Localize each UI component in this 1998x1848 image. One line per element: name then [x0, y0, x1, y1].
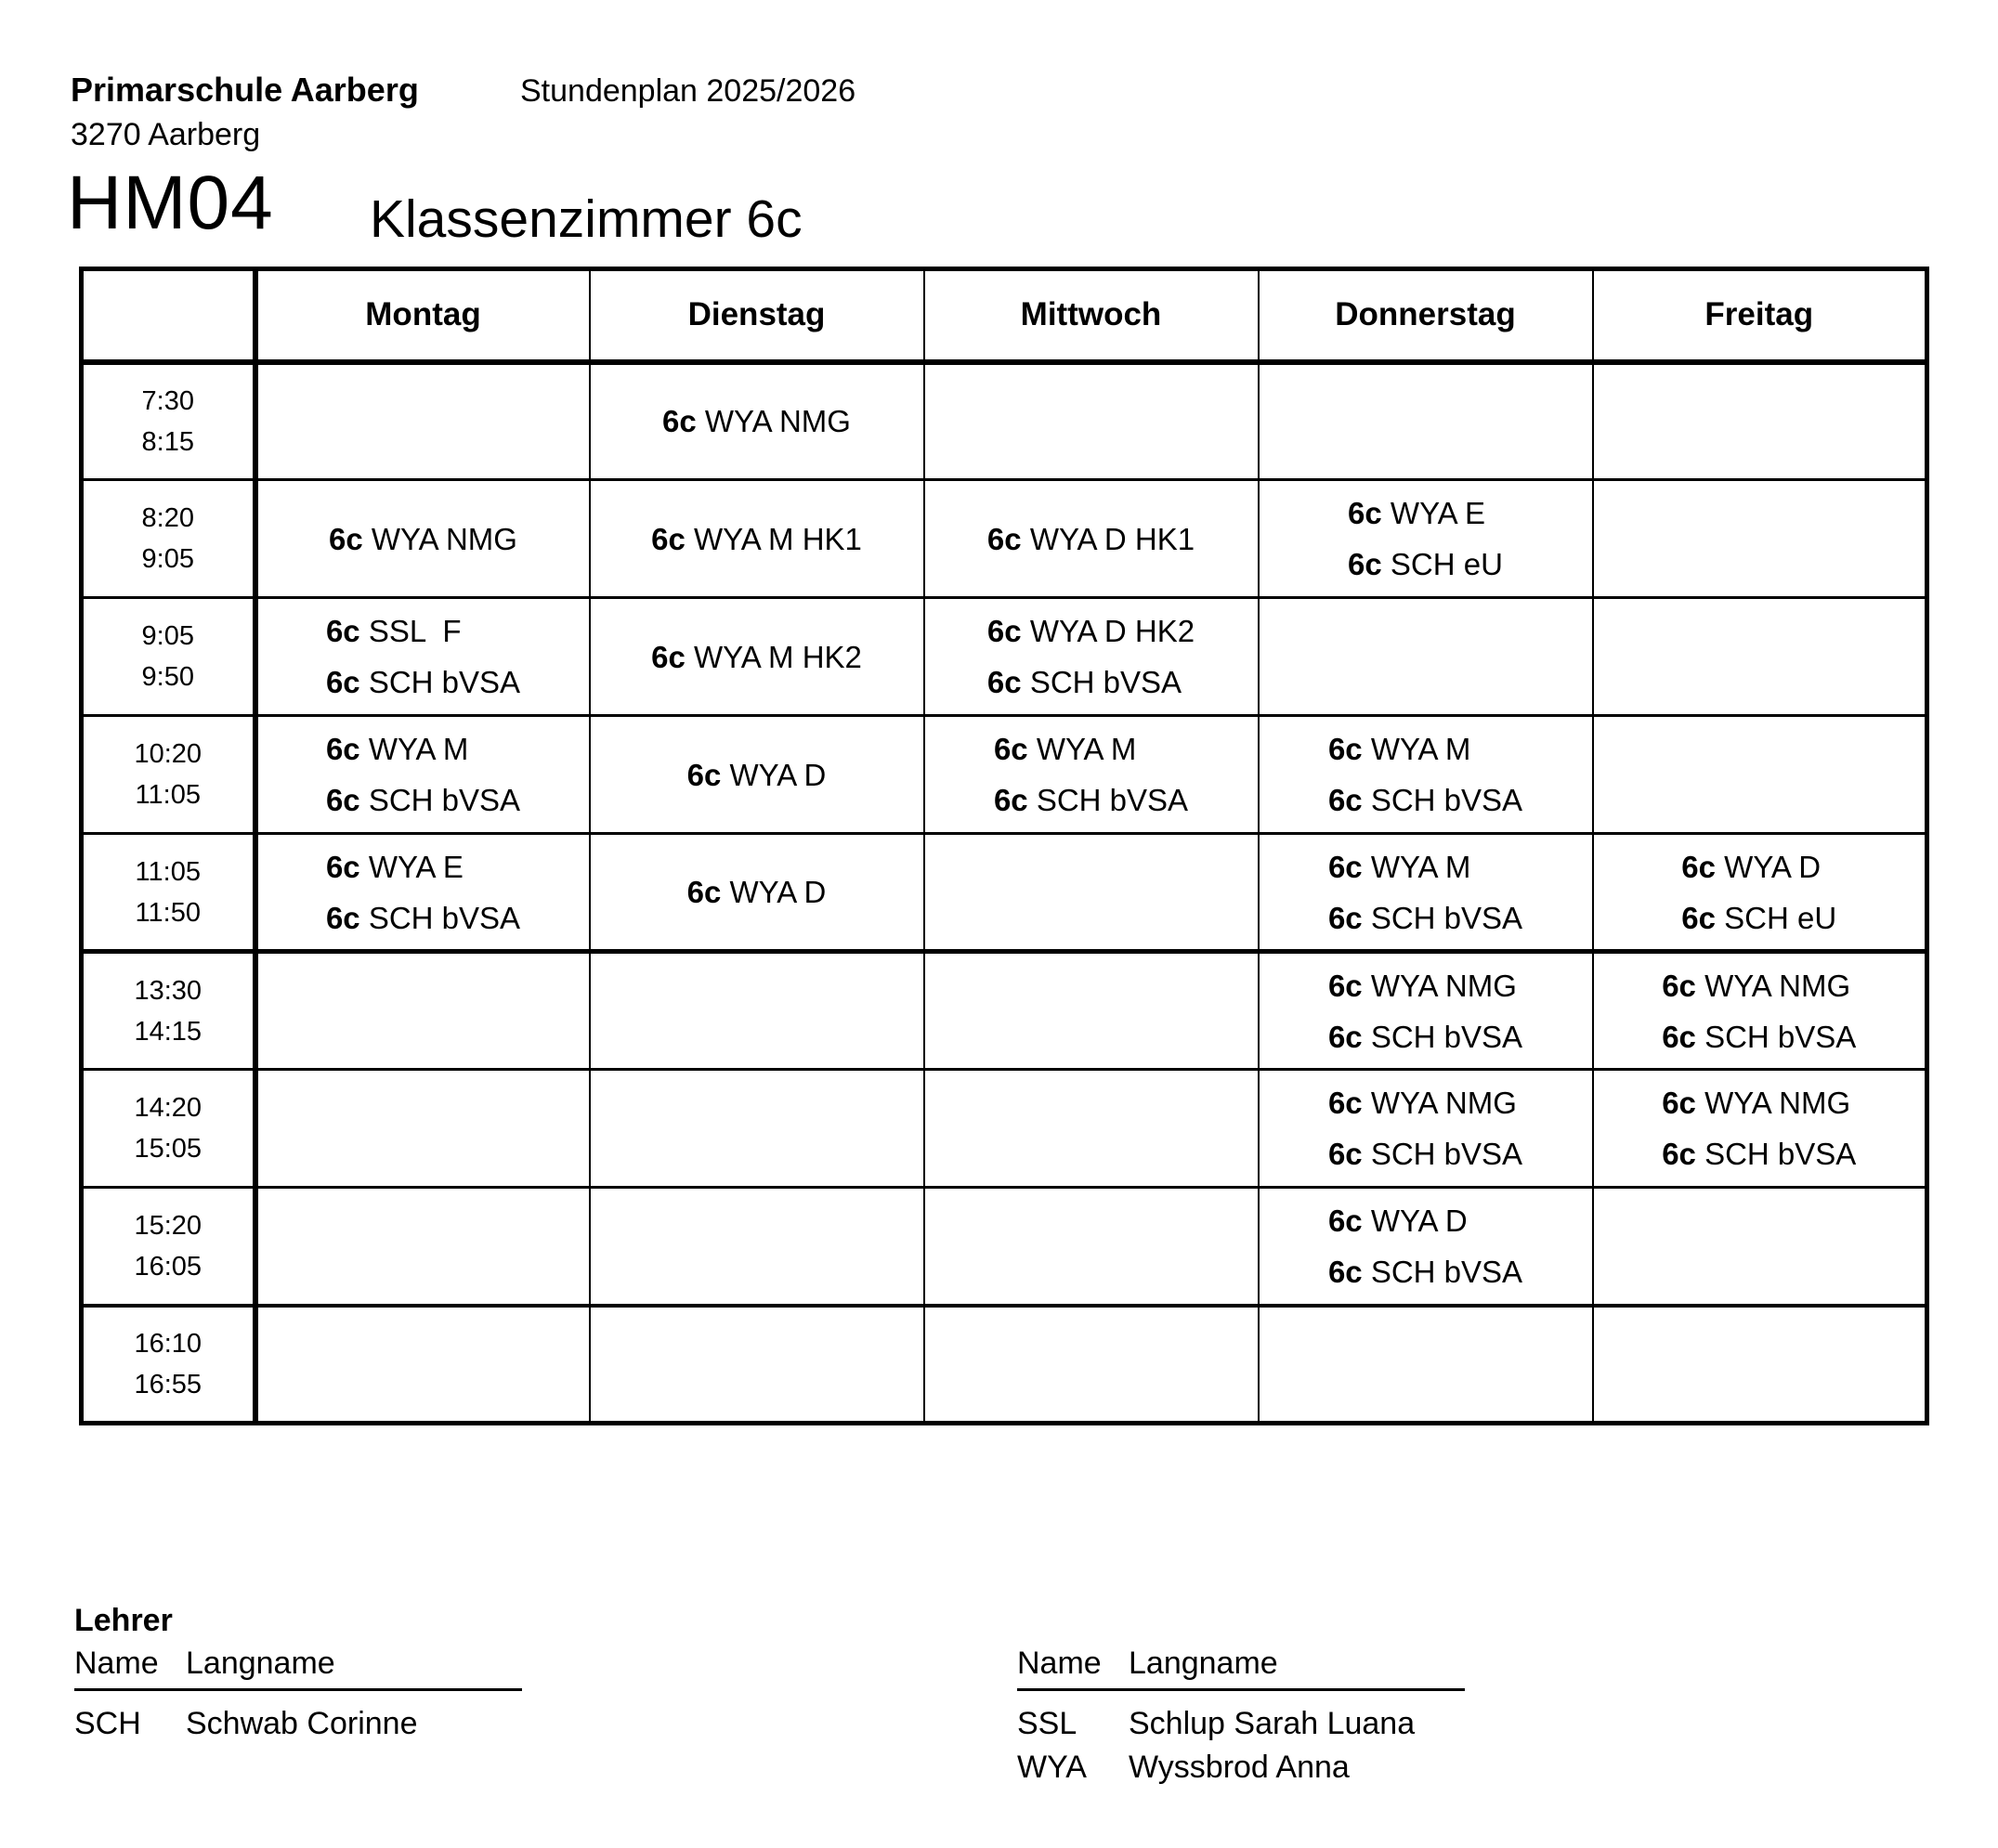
legend-header-full: Langname [1129, 1646, 1278, 1681]
teacher-fullname: Schlup Sarah Luana [1129, 1706, 1416, 1741]
lesson-entry [987, 514, 1195, 565]
lesson-cell-dienstag [590, 1306, 924, 1424]
room-code: HM04 [67, 161, 274, 245]
lesson-entry [1328, 960, 1522, 1011]
lesson-entry [687, 749, 827, 800]
lesson-detail: SCH bVSA [368, 665, 521, 699]
lesson-cell-donnerstag [1259, 362, 1593, 480]
lesson-cell-donnerstag [1259, 598, 1593, 716]
lesson-entry [987, 605, 1195, 657]
lesson-cell-dienstag [590, 716, 924, 834]
legend-title: Lehrer [74, 1603, 173, 1638]
day-header-row [82, 269, 1927, 362]
lesson-entry [326, 723, 520, 774]
time-label: 7:30 [141, 385, 194, 416]
lesson-entry [1681, 841, 1836, 892]
time-label: 9:50 [141, 662, 194, 692]
timetable-row [82, 716, 1927, 834]
legend-column-headers [74, 1646, 522, 1691]
lesson-entry [1328, 1011, 1522, 1062]
teacher-abbr: WYA [1017, 1750, 1087, 1785]
time-label: 11:50 [135, 897, 201, 928]
teacher-abbr: SCH [74, 1706, 141, 1741]
legend-entry [74, 1702, 522, 1746]
legend-left-column [74, 1646, 522, 1746]
time-slot [82, 834, 255, 952]
lesson-entry [1662, 1128, 1856, 1179]
lesson-cell-mittwoch [924, 1070, 1259, 1188]
time-slot [82, 1306, 255, 1424]
lesson-class: 6c [1327, 1203, 1363, 1238]
lesson-entry [994, 774, 1188, 826]
lesson-detail: SCH eU [1724, 900, 1837, 935]
lesson-cell-mittwoch [924, 834, 1259, 952]
lesson-block [1328, 841, 1522, 944]
lesson-block [687, 866, 827, 917]
lesson-block [326, 723, 520, 826]
time-slot [82, 1070, 255, 1188]
lesson-class: 6c [1327, 849, 1363, 884]
day-header-dienstag: Dienstag [590, 269, 924, 362]
lesson-block [1328, 1077, 1522, 1179]
legend-entry [1017, 1702, 1465, 1746]
lesson-detail: WYA D HK2 [1029, 614, 1195, 648]
time-label: 9:05 [141, 544, 194, 574]
lesson-cell-montag [255, 480, 590, 598]
lesson-detail: WYA D [1724, 849, 1822, 884]
legend-header-abbr: Name [74, 1646, 159, 1681]
lesson-block [326, 841, 520, 944]
lesson-class: 6c [1662, 968, 1696, 1003]
lesson-detail: SCH bVSA [1370, 1137, 1523, 1171]
room-label: Klassenzimmer 6c [370, 189, 803, 249]
lesson-entry [326, 657, 520, 708]
lesson-detail: WYA NMG [371, 521, 517, 556]
lesson-cell-dienstag [590, 1188, 924, 1306]
lesson-class: 6c [1327, 1086, 1363, 1120]
timetable-row [82, 1188, 1927, 1306]
lesson-detail: SCH eU [1390, 547, 1503, 581]
lesson-block [1328, 960, 1522, 1062]
lesson-cell-freitag [1593, 952, 1927, 1070]
timetable-row [82, 834, 1927, 952]
lesson-block [994, 723, 1188, 826]
lesson-class: 6c [1348, 496, 1382, 530]
time-label: 15:05 [134, 1134, 202, 1164]
lesson-entry [326, 605, 520, 657]
time-label: 8:20 [141, 503, 194, 533]
lesson-cell-donnerstag [1259, 1306, 1593, 1424]
lesson-entry [994, 723, 1188, 774]
lesson-cell-mittwoch [924, 480, 1259, 598]
lesson-block [687, 749, 827, 800]
time-label: 13:30 [134, 975, 202, 1006]
lesson-class: 6c [986, 614, 1022, 648]
lesson-class: 6c [329, 521, 363, 556]
lesson-class: 6c [986, 521, 1022, 556]
lesson-entry [329, 514, 517, 565]
lesson-cell-donnerstag [1259, 834, 1593, 952]
legend-header-abbr: Name [1017, 1646, 1102, 1681]
lesson-cell-freitag [1593, 1070, 1927, 1188]
time-label: 16:55 [134, 1369, 202, 1399]
time-label: 14:20 [134, 1093, 202, 1123]
lesson-entry [326, 774, 520, 826]
time-label: 11:05 [135, 856, 201, 887]
lesson-block [1328, 1195, 1522, 1297]
lesson-detail: SCH bVSA [1029, 665, 1182, 699]
lesson-entry [1328, 723, 1522, 774]
lesson-block [651, 514, 862, 565]
lesson-detail: WYA M HK1 [693, 521, 862, 556]
lesson-detail: WYA M [1036, 732, 1137, 766]
lesson-detail: WYA D HK1 [1029, 521, 1195, 556]
lesson-entry [1328, 1128, 1522, 1179]
lesson-class: 6c [1327, 900, 1363, 935]
lesson-detail: WYA NMG [1704, 968, 1851, 1003]
lesson-cell-donnerstag [1259, 952, 1593, 1070]
lesson-entry [1662, 1011, 1856, 1062]
lesson-entry [1328, 1246, 1522, 1297]
lesson-cell-freitag [1593, 716, 1927, 834]
time-label: 16:05 [134, 1251, 202, 1282]
lesson-entry [687, 866, 827, 917]
lesson-class: 6c [1662, 1137, 1696, 1171]
lesson-class: 6c [1662, 1086, 1696, 1120]
lesson-cell-dienstag [590, 834, 924, 952]
lesson-cell-donnerstag [1259, 1070, 1593, 1188]
lesson-detail: WYA NMG [1370, 968, 1517, 1003]
lesson-block [326, 605, 520, 708]
lesson-cell-dienstag [590, 480, 924, 598]
lesson-cell-mittwoch [924, 1306, 1259, 1424]
lesson-class: 6c [325, 732, 360, 766]
lesson-entry [1328, 841, 1522, 892]
time-slot [82, 598, 255, 716]
lesson-detail: WYA M [1370, 849, 1471, 884]
lesson-detail: SCH bVSA [368, 900, 521, 935]
lesson-cell-freitag [1593, 1188, 1927, 1306]
lesson-class: 6c [1327, 1137, 1363, 1171]
lesson-cell-mittwoch [924, 362, 1259, 480]
lesson-cell-dienstag [590, 1070, 924, 1188]
lesson-block [1662, 960, 1856, 1062]
lesson-class: 6c [325, 900, 360, 935]
day-header-mittwoch: Mittwoch [924, 269, 1259, 362]
lesson-class: 6c [1327, 1254, 1363, 1289]
lesson-block [662, 396, 851, 447]
lesson-class: 6c [1348, 547, 1382, 581]
legend-right-column [1017, 1646, 1465, 1789]
lesson-class: 6c [1681, 849, 1716, 884]
lesson-cell-donnerstag [1259, 1188, 1593, 1306]
teacher-fullname: Schwab Corinne [186, 1706, 418, 1741]
legend-header-full: Langname [186, 1646, 335, 1681]
lesson-cell-montag [255, 1306, 590, 1424]
time-label: 15:20 [134, 1210, 202, 1241]
lesson-block [1681, 841, 1836, 944]
legend-column-headers [1017, 1646, 1465, 1691]
lesson-cell-freitag [1593, 834, 1927, 952]
timetable-row [82, 1306, 1927, 1424]
timetable-row [82, 362, 1927, 480]
time-slot [82, 480, 255, 598]
time-slot [82, 716, 255, 834]
lesson-class: 6c [325, 849, 360, 884]
legend-entry [1017, 1746, 1465, 1789]
lesson-block [329, 514, 517, 565]
lesson-entry [1328, 1195, 1522, 1246]
lesson-cell-montag [255, 716, 590, 834]
day-header-montag: Montag [255, 269, 590, 362]
lesson-cell-mittwoch [924, 952, 1259, 1070]
lesson-entry [326, 841, 520, 892]
lesson-detail: WYA NMG [1370, 1086, 1517, 1120]
day-header-freitag: Freitag [1593, 269, 1927, 362]
lesson-detail: WYA E [368, 849, 464, 884]
lesson-cell-freitag [1593, 480, 1927, 598]
plan-title: Stundenplan 2025/2026 [520, 73, 856, 109]
lesson-class: 6c [993, 732, 1028, 766]
lesson-class: 6c [986, 665, 1022, 699]
lesson-cell-montag [255, 1070, 590, 1188]
lesson-detail: SCH bVSA [1704, 1137, 1857, 1171]
lesson-class: 6c [993, 783, 1028, 817]
lesson-detail: WYA M HK2 [693, 639, 862, 674]
lesson-entry [651, 514, 862, 565]
lesson-cell-mittwoch [924, 1188, 1259, 1306]
lesson-entry [1662, 960, 1856, 1011]
time-label: 10:20 [134, 739, 202, 769]
lesson-cell-mittwoch [924, 716, 1259, 834]
lesson-detail: SCH bVSA [1370, 1019, 1523, 1054]
lesson-entry [662, 396, 851, 447]
lesson-entry [1328, 892, 1522, 944]
lesson-cell-montag [255, 952, 590, 1070]
lesson-detail: WYA NMG [704, 404, 851, 439]
lesson-detail: WYA M [368, 732, 469, 766]
lesson-class: 6c [1662, 1019, 1696, 1054]
lesson-cell-freitag [1593, 598, 1927, 716]
time-label: 8:15 [141, 426, 194, 457]
timetable-body [82, 362, 1927, 1424]
lesson-block [987, 605, 1195, 708]
lesson-entry [1328, 774, 1522, 826]
time-label: 14:15 [134, 1016, 202, 1047]
timetable-row [82, 952, 1927, 1070]
lesson-class: 6c [686, 875, 722, 909]
lesson-entry [1662, 1077, 1856, 1128]
lesson-class: 6c [686, 757, 722, 792]
lesson-entry [987, 657, 1195, 708]
lesson-cell-montag [255, 598, 590, 716]
lesson-cell-dienstag [590, 598, 924, 716]
lesson-entry [1681, 892, 1836, 944]
lesson-entry [651, 631, 862, 683]
lesson-cell-montag [255, 834, 590, 952]
teacher-fullname: Wyssbrod Anna [1129, 1750, 1350, 1785]
lesson-cell-freitag [1593, 1306, 1927, 1424]
lesson-class: 6c [651, 521, 686, 556]
lesson-detail: WYA NMG [1704, 1086, 1851, 1120]
lesson-detail: SCH bVSA [1370, 783, 1523, 817]
timetable-row [82, 1070, 1927, 1188]
lesson-class: 6c [1681, 900, 1716, 935]
lesson-cell-montag [255, 362, 590, 480]
lesson-detail: SCH bVSA [1370, 900, 1523, 935]
timetable-row [82, 598, 1927, 716]
lesson-cell-dienstag [590, 952, 924, 1070]
lesson-block [651, 631, 862, 683]
lesson-detail: WYA M [1370, 732, 1471, 766]
timetable [79, 267, 1929, 1425]
lesson-cell-freitag [1593, 362, 1927, 480]
lesson-class: 6c [1327, 783, 1363, 817]
lesson-detail: SCH bVSA [1036, 783, 1189, 817]
lesson-class: 6c [1327, 732, 1363, 766]
lesson-block [1328, 723, 1522, 826]
lesson-detail: SCH bVSA [1704, 1019, 1857, 1054]
lesson-entry [1348, 488, 1503, 539]
lesson-class: 6c [1327, 1019, 1363, 1054]
lesson-class: 6c [325, 665, 360, 699]
lesson-class: 6c [662, 404, 697, 439]
lesson-entry [326, 892, 520, 944]
timetable-row [82, 480, 1927, 598]
day-header-donnerstag: Donnerstag [1259, 269, 1593, 362]
time-label: 9:05 [141, 621, 194, 651]
lesson-class: 6c [1327, 968, 1363, 1003]
lesson-cell-mittwoch [924, 598, 1259, 716]
lesson-detail: WYA D [729, 757, 827, 792]
lesson-class: 6c [325, 614, 360, 648]
teacher-abbr: SSL [1017, 1706, 1077, 1741]
lesson-class: 6c [651, 639, 686, 674]
time-slot [82, 362, 255, 480]
lesson-block [1348, 488, 1503, 590]
lesson-block [1662, 1077, 1856, 1179]
lesson-detail: WYA D [1370, 1203, 1468, 1238]
corner-cell [82, 269, 255, 362]
lesson-block [987, 514, 1195, 565]
lesson-detail: WYA E [1390, 496, 1485, 530]
time-slot [82, 1188, 255, 1306]
lesson-cell-donnerstag [1259, 480, 1593, 598]
time-label: 11:05 [135, 780, 201, 810]
lesson-class: 6c [325, 783, 360, 817]
lesson-entry [1348, 539, 1503, 590]
lesson-cell-montag [255, 1188, 590, 1306]
time-slot [82, 952, 255, 1070]
lesson-cell-donnerstag [1259, 716, 1593, 834]
lesson-detail: SCH bVSA [368, 783, 521, 817]
time-label: 16:10 [134, 1328, 202, 1359]
lesson-cell-dienstag [590, 362, 924, 480]
lesson-detail: SSL F [368, 614, 462, 648]
lesson-detail: SCH bVSA [1370, 1254, 1523, 1289]
lesson-detail: WYA D [729, 875, 827, 909]
school-city: 3270 Aarberg [71, 117, 261, 152]
lesson-entry [1328, 1077, 1522, 1128]
school-name: Primarschule Aarberg [71, 71, 419, 109]
